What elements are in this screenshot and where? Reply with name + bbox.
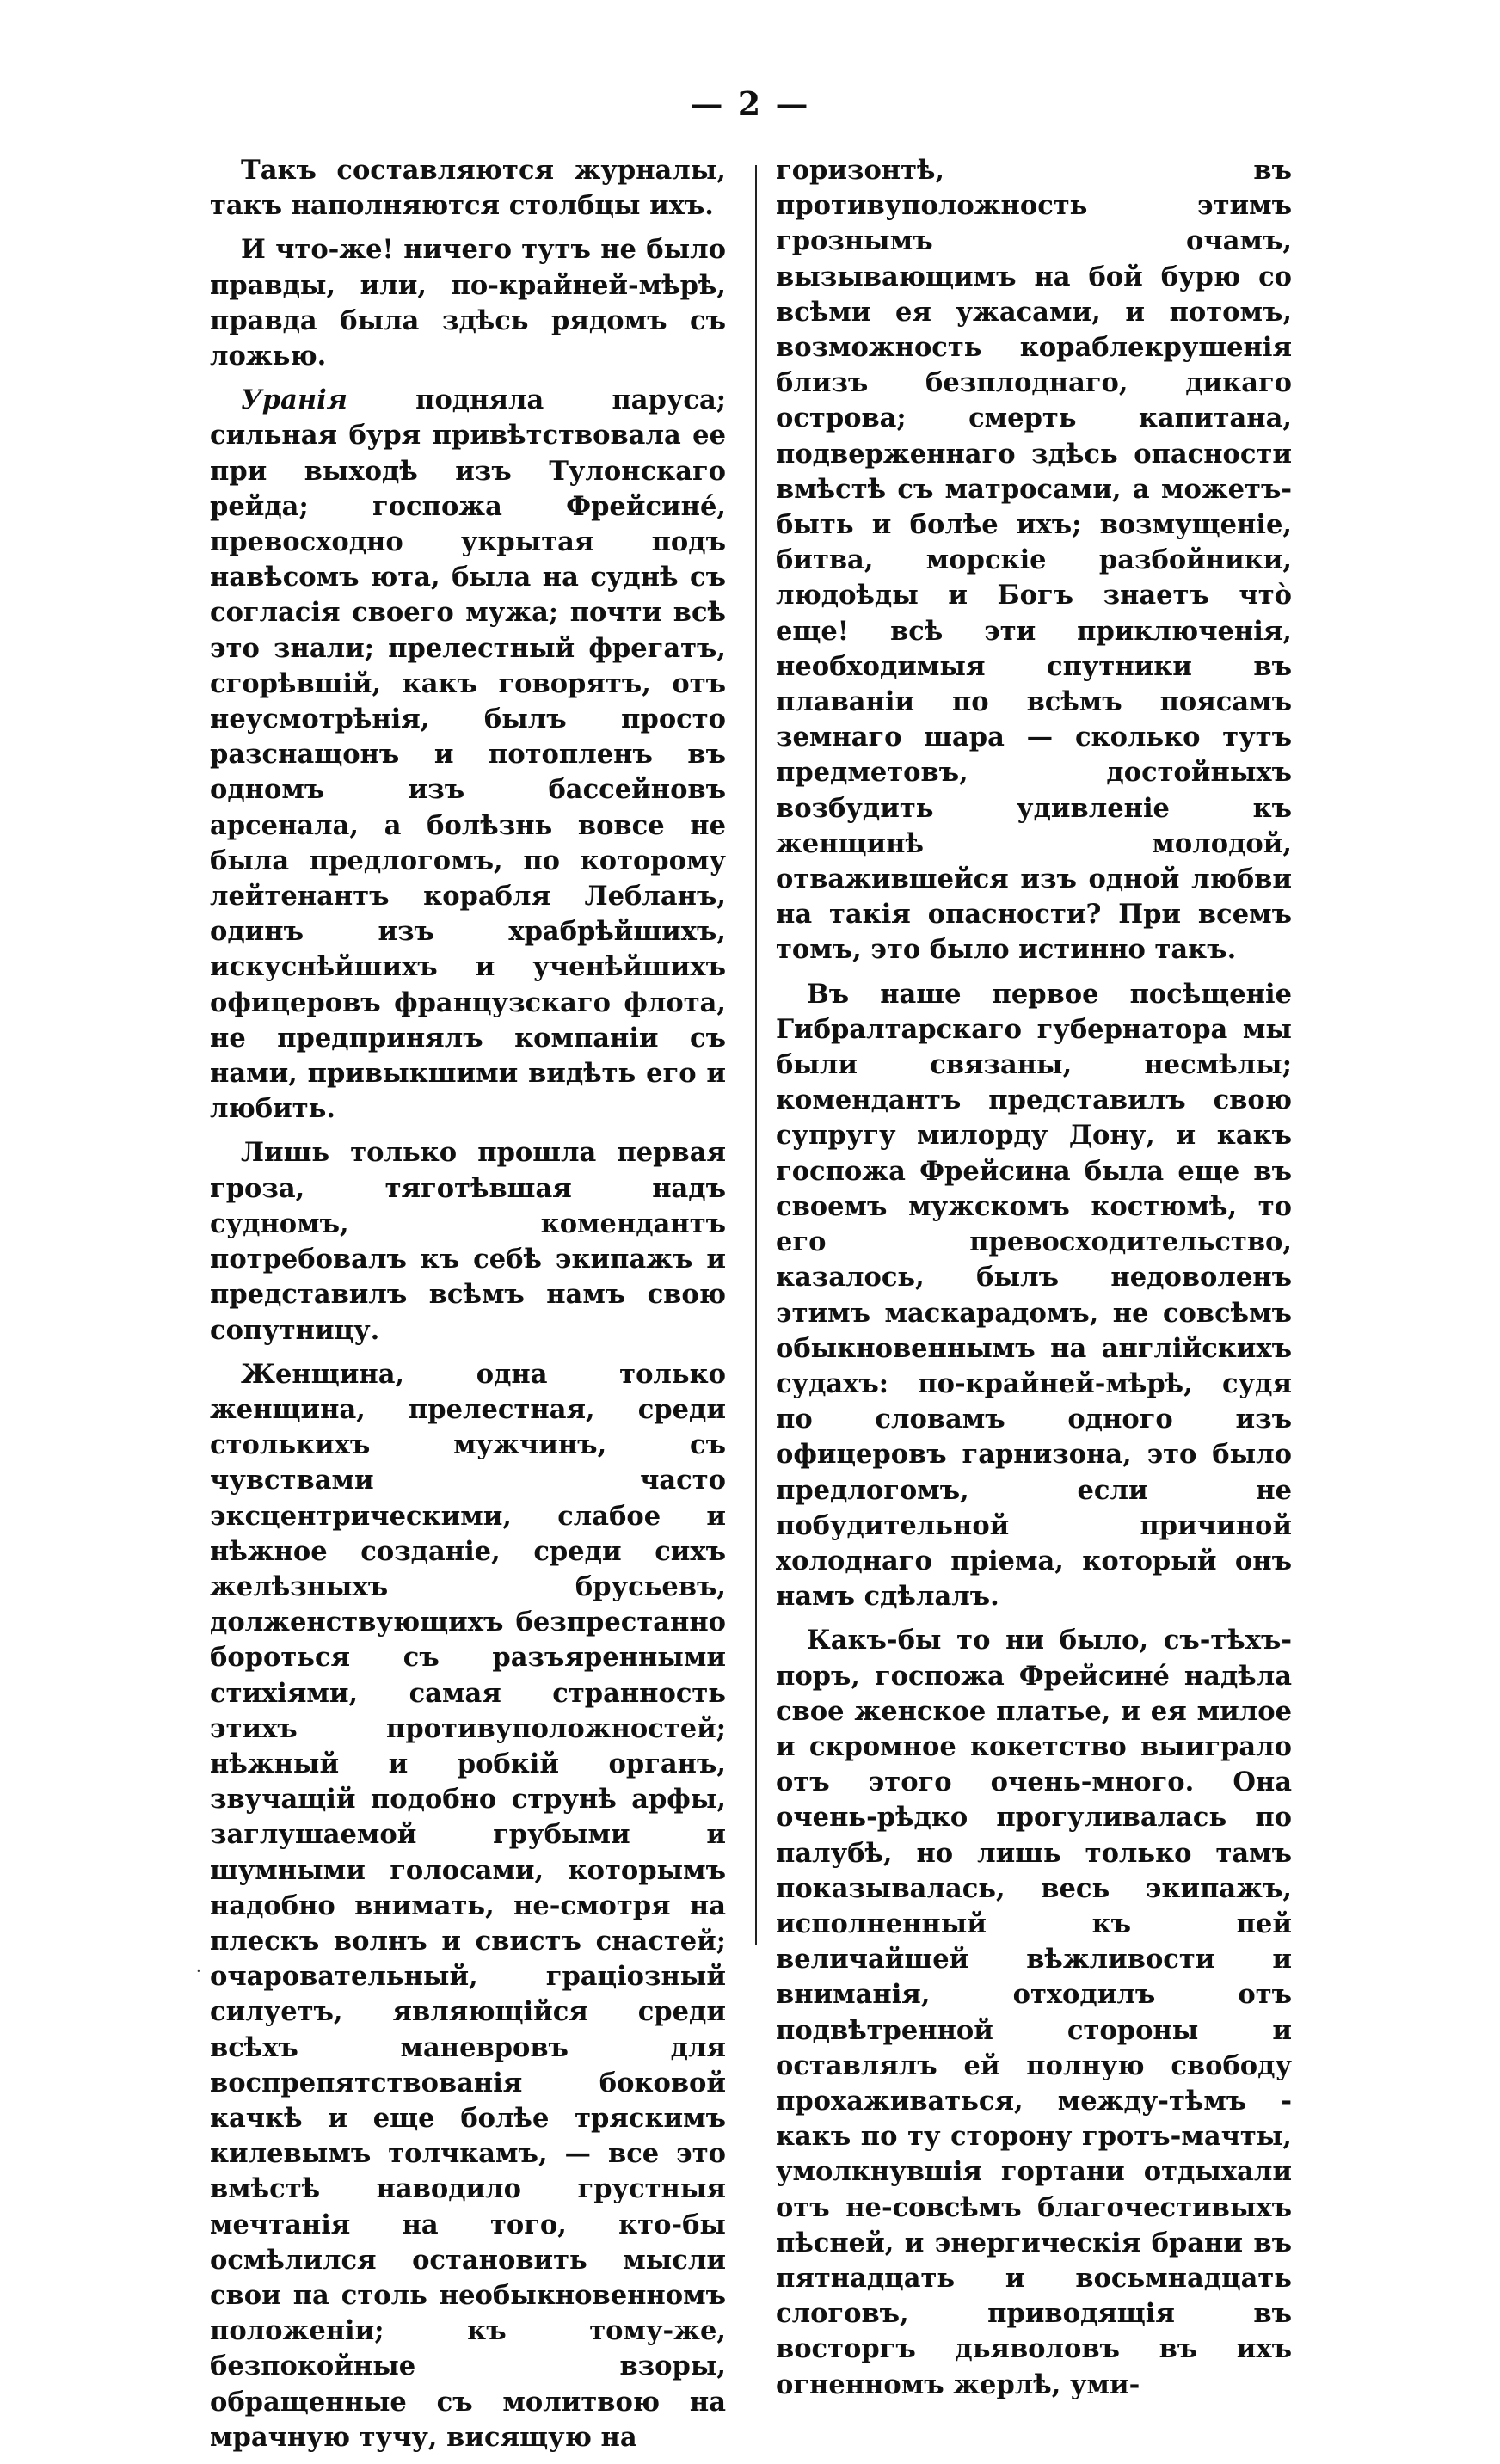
left-paragraph-4: Лишь только прошла первая гроза, тяготѣвшая надъ судномъ, комендантъ потребовалъ къ себѣ экипажъ и представилъ всѣмъ намъ свою сопутницу. bbox=[210, 1137, 726, 1346]
left-paragraph-1: Такъ составляются журналы, такъ наполняются столбцы ихъ. bbox=[210, 155, 726, 222]
left-column bbox=[210, 153, 726, 2464]
left-paragraph-3 bbox=[210, 383, 726, 1127]
right-paragraph-2: Въ наше первое посѣщеніе Гибралтарскаго губернатора мы были связаны, несмѣлы; комендантъ представилъ свою супругу милорду Дону, и какъ госпожа Фрейсина была еще въ своемъ мужскомъ костюмѣ, то его превосходительство, казалось, былъ недоволенъ этимъ маскарадомъ, не совсѣмъ обыкновеннымъ на англійскихъ судахъ: по-крайней-мѣрѣ, судя по словамъ одного изъ офицеровъ гарнизона, это было предлогомъ, если не побудительной причиной холоднаго пріема, который онъ намъ сдѣлалъ. bbox=[776, 978, 1292, 1613]
left-paragraph-5: Женщина, одна только женщина, прелестная, среди столькихъ мужчинъ, съ чувствами часто эксцентрическими, слабое и нѣжное созданіе, среди сихъ желѣзныхъ брусьевъ, долженствующихъ безпрестанно бороться съ разъяренными стихіями, самая странность этихъ противуположностей; нѣжный и робкій органъ, звучащій подобно струнѣ арфы, заглушаемой грубыми и шумными голосами, которымъ надобно внимать, не-смотря на плескъ волнъ и свистъ снастей; очаровательный, граціозный силуетъ, являющійся среди всѣхъ маневровъ для воспрепятствованія боковой качкѣ и еще болѣе тряскимъ килевымъ толчкамъ, — все это вмѣстѣ наводило грустныя мечтанія на того, кто-бы осмѣлился остановить мысли свои па столь необыкновенномъ положеніи; къ тому-же, безпокойные взоры, обращенные съ молитвою на мрачную тучу, висящую на bbox=[210, 1358, 726, 2453]
left-paragraph-2: И что-же! ничего тутъ не было правды, или, по-крайней-мѣрѣ, правда была здѣсь рядомъ съ ложью. bbox=[210, 234, 726, 372]
right-paragraph-1: горизонтѣ, въ противуположность этимъ грознымъ очамъ, вызывающимъ на бой бурю со всѣми ея ужасами, и потомъ, возможность кораблекрушенія близъ безплоднаго, дикаго острова; смерть капитана, подверженнаго здѣсь опасности вмѣстѣ съ матросами, а можетъ-быть и болѣе ихъ; возмущеніе, битва, морскіе разбойники, людоѣды и Богъ знаетъ что̀ еще! всѣ эти приключенія, необходимыя спутники въ плаваніи по всѣмъ поясамъ земнаго шара — сколько тутъ предметовъ, достойныхъ возбудить удивленіе къ женщинѣ молодой, отважившейся изъ одной любви на такія опасности? При всемъ томъ, это было истинно такъ. bbox=[776, 155, 1292, 966]
page-number: — 2 — bbox=[690, 84, 810, 123]
print-speck: · bbox=[196, 1963, 201, 1981]
right-column bbox=[776, 153, 1292, 2412]
ship-name-emphasis: Уранія bbox=[241, 384, 347, 416]
column-divider bbox=[755, 165, 757, 1945]
right-paragraph-3: Какъ-бы то ни было, съ-тѣхъ-поръ, госпожа Фрейсине́ надѣла свое женское платье, и ея милое и скромное кокетство выиграло отъ этого очень-много. Она очень-рѣдко прогуливалась по палубѣ, но лишь только тамъ показывалась, весь экипажъ, исполненный къ пей величайшей вѣжливости и вниманія, отходилъ отъ подвѣтренной стороны и оставлялъ ей полную свободу прохаживаться, между-тѣмъ - какъ по ту сторону гротъ-мачты, умолкнувшія гортани отдыхали отъ не-совсѣмъ благочестивыхъ пѣсней, и энергическія брани въ пятнадцать и восьмнадцать слоговъ, приводящія въ восторгъ дьяволовъ въ ихъ огненномъ жерлѣ, уми- bbox=[776, 1625, 1292, 2400]
left-paragraph-3-text: подняла паруса; сильная буря привѣтствовала ее при выходѣ изъ Тулонскаго рейда; госпожа Фрейсине́, превосходно укрытая подъ навѣсомъ юта, была на суднѣ съ согласія своего мужа; почти всѣ это знали; прелестный фрегатъ, сгорѣвшій, какъ говорятъ, отъ неусмотрѣнія, былъ просто разснащонъ и потопленъ въ одномъ изъ бассейновъ арсенала, а болѣзнь вовсе не была предлогомъ, по которому лейтенантъ корабля Лебланъ, одинъ изъ храбрѣйшихъ, искуснѣйшихъ и ученѣйшихъ офицеровъ французскаго флота, не предпринялъ компаніи съ нами, привыкшими видѣть его и любить. bbox=[210, 384, 726, 1125]
